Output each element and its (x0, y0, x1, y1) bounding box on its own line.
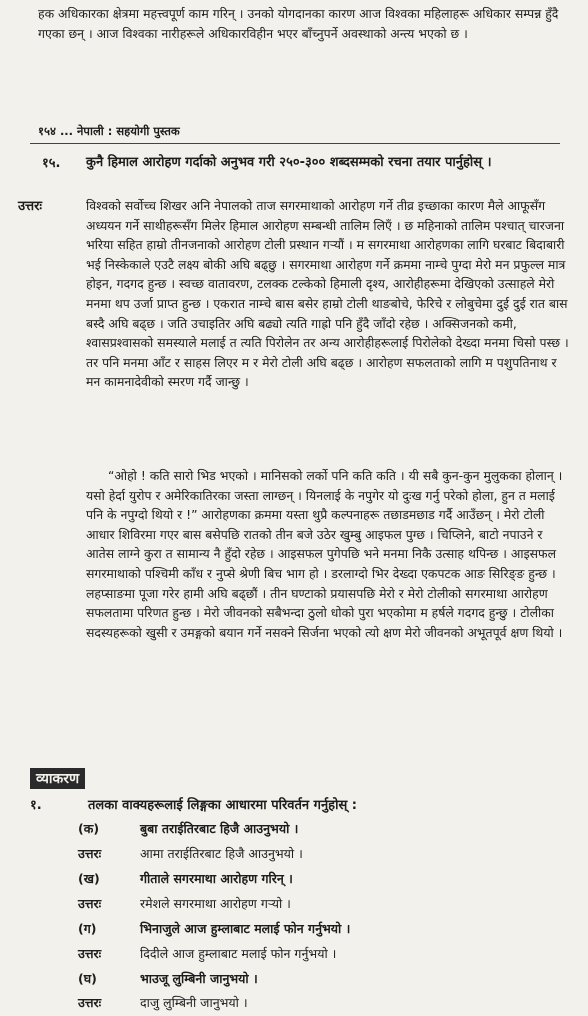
item-text: रमेशले सगरमाथा आरोहण गर्‍यो । (140, 896, 291, 911)
answer-label: उत्तरः (18, 199, 43, 214)
item-text: दिदीले आज हुम्लाबाट मलाई फोन गर्नुभयो । (140, 946, 337, 961)
item-text: भाउजू लुम्बिनी जानुभयो । (140, 971, 258, 986)
item-label: (ग) (78, 921, 97, 936)
grammar-instruction: तलका वाक्यहरूलाई लिङ्गका आधारमा परिवर्तन गर्नुहोस् : (88, 798, 357, 813)
grammar-heading: व्याकरण (30, 768, 85, 789)
grammar-question-number: १. (30, 798, 42, 813)
page-header: १५४ ... नेपाली : सहयोगी पुस्तक (38, 124, 180, 138)
item-label: उत्तरः (78, 896, 102, 911)
item-label: (घ) (78, 971, 97, 986)
item-label: उत्तरः (78, 846, 102, 861)
item-text: दाजु लुम्बिनी जानुभयो । (140, 995, 248, 1010)
header-divider (30, 143, 560, 144)
item-label: (क) (78, 821, 100, 836)
question-number: १५. (42, 156, 61, 171)
answer-paragraph-2: “ओहो ! कति सारो भिड भएको । मानिसको लर्को पनि कति कति । यी सबै कुन-कुन मुलुकका होलान् । यसो हेर्दा युरोप र अमेरिकातिरका जस्ता लाग्छन् । यिनलाई के नपुगेर यो दुःख गर्नु परेको होला, हुन त मलाई पनि के नपुग्दो थियो र !” आरोहणका क्रममा यस्ता थुप्रै कल्पनाहरू तछाडमछाड गर्दै आउँछन् । मेरो टोली आधार शिविरमा गएर बास बसेपछि रातको तीन बजे उठेर खुम्बु आइफल पुग्छ । चिप्लिने, बाटो नपाउने र आतेस लाग्ने कुरा त सामान्य नै हुँदो रहेछ । आइसफल पुगेपछि भने मनमा निकै उत्साह थपिन्छ । आइसफल सगरमाथाको पश्चिमी काँध र नुप्से श्रेणी बिच भाग हो । डरलाग्दो भिर देख्दा एकपटक आङ सिरिङ्ङ हुन्छ । लहप्साङमा पूजा गरेर हामी अघि बढ्छौं । तीन घण्टाको प्रयासपछि मेरो र मेरो टोलीको सगरमाथा आरोहण सफलतामा परिणत हुन्छ । मेरो जीवनको सबैभन्दा ठुलो धोको पुरा भएकोमा म हर्षले गदगद हुन्छु । टोलीका सदस्यहरूको खुसी र उमङ्गको बयान गर्ने नसक्ने सिर्जना भएको त्यो क्षण मेरो जीवनको अभूतपूर्व क्षण थियो । (86, 468, 563, 640)
answer-paragraph-1: विश्वको सर्वोच्च शिखर अनि नेपालको ताज सगरमाथाको आरोहण गर्ने तीव्र इच्छाका कारण मैले आफूसँग अध्ययन गर्ने साथीहरूसँग मिलेर हिमाल आरोहण सम्बन्धी तालिम लिएँ । छ महिनाको तालिम पश्चात् चारजना भरिया सहित हाम्रो तीनजनाको आरोहण टोली प्रस्थान गर्‍यौं । म सगरमाथा आरोहणका लागि घरबाट बिदाबारी भई निस्केकाले एउटै लक्ष्य बोकी अघि बढ्छु । सगरमाथा आरोहण गर्ने क्रममा नाम्चे पुग्दा मेरो मन प्रफुल्ल मात्र होइन, गदगद हुन्छ । स्वच्छ वातावरण, टलक्क टल्केको हिमाली दृश्य, आरोहीहरूमा देखिएको उत्साहले मेरो मनमा थप उर्जा प्राप्त हुन्छ । एकरात नाम्चे बास बसेर हाम्रो टोली थाङबोचे, फेरिचे र लोबुचेमा दुई दुई रात बास बस्दै अघि बढ्छ । जति उचाइतिर अघि बढ्यो त्यति गाह्रो पनि हुँदै जाँदो रहेछ । अक्सिजनको कमी, श्वासप्रश्वासको समस्याले मलाई त त्यति पिरोलेन तर अन्य आरोहीहरूलाई पिरोलेको देख्दा मनमा चिसो पस्छ । तर पनि मनमा आँट र साहस लिएर म र मेरो टोली अघि बढ्छ । आरोहण सफलताको लागि म पशुपतिनाथ र मन कामनादेवीको स्मरण गर्दै जान्छु । (86, 198, 569, 390)
question-text: कुनै हिमाल आरोहण गर्दाको अनुभव गरी २५०-३०० शब्दसम्मको रचना तयार पार्नुहोस् । (86, 155, 492, 170)
item-label: उत्तरः (78, 995, 102, 1010)
top-paragraph: हक अधिकारका क्षेत्रमा महत्त्वपूर्ण काम गरिन् । उनको योगदानका कारण आज विश्वका महिलाहरू अधिकार सम्पन्न हुँदै गएका छन् । आज विश्वका नारीहरूले अधिकारविहीन भएर बाँच्नुपर्ने अवस्थाको अन्त्य भएको छ । (38, 6, 559, 41)
item-text: बुबा तराईतिरबाट हिजै आउनुभयो । (140, 821, 299, 836)
item-text: आमा तराईतिरबाट हिजै आउनुभयो । (140, 846, 303, 861)
item-text: भिनाजुले आज हुम्लाबाट मलाई फोन गर्नुभयो । (140, 921, 351, 936)
item-label: उत्तरः (78, 946, 102, 961)
item-text: गीताले सगरमाथा आरोहण गरिन् । (140, 871, 293, 886)
item-label: (ख) (78, 871, 100, 886)
